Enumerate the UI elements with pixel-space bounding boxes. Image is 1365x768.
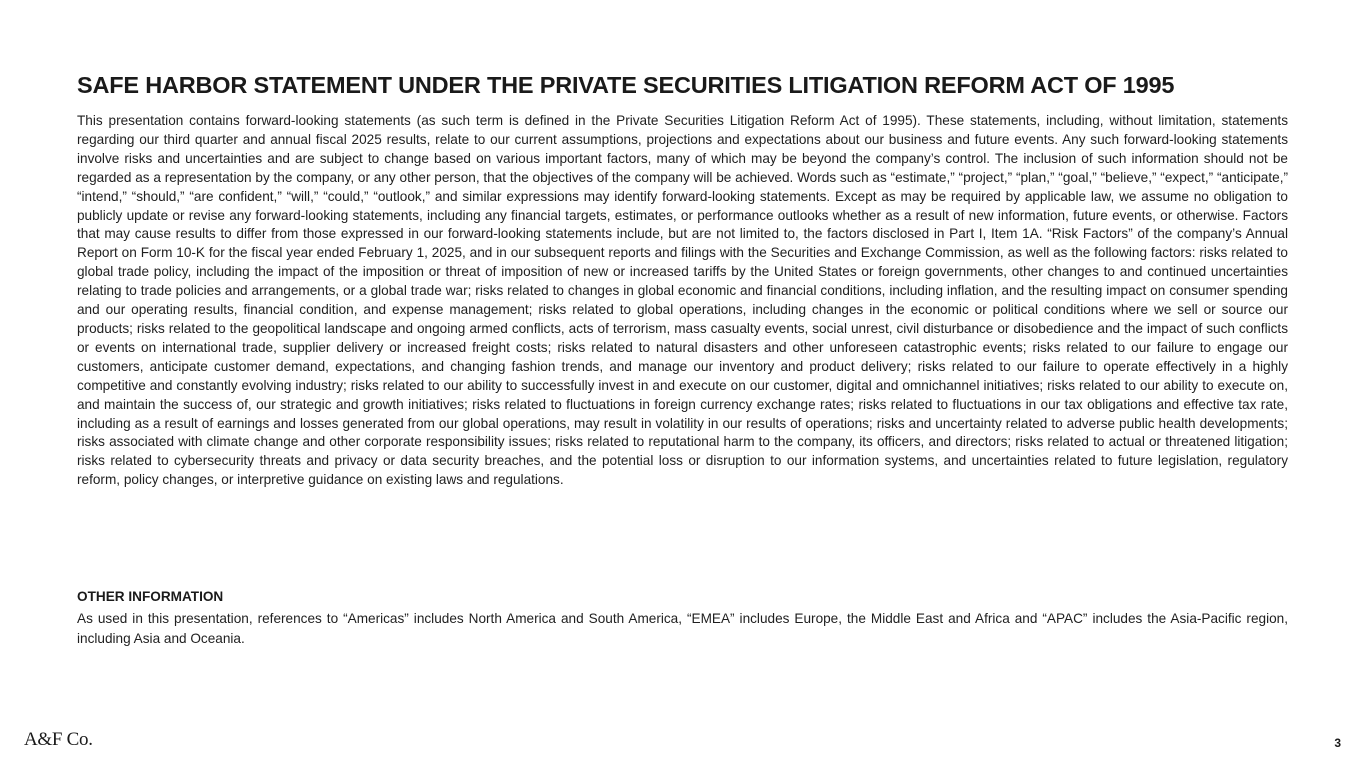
other-information-heading: OTHER INFORMATION (77, 589, 224, 604)
slide-title: SAFE HARBOR STATEMENT UNDER THE PRIVATE SECURITIES LITIGATION REFORM ACT OF 1995 (77, 72, 1175, 98)
company-logo: A&F Co. (24, 729, 93, 750)
page-number: 3 (1334, 736, 1341, 750)
other-information-paragraph: As used in this presentation, references to “Americas” includes North America and South America, “EMEA” includes Europe, the Middle East and Africa and “APAC” includes the Asia-Pacific region, including Asia and Oceania. (77, 611, 1288, 646)
safe-harbor-paragraph: This presentation contains forward-looking statements (as such term is defined in the Private Securities Litigation Reform Act of 1995). These statements, including, without limitation, statements regarding our third quarter and annual fiscal 2025 results, relate to our current assumptions, projections and expectations about our business and future events. Any such forward-looking statements involve risks and uncertainties and are subject to change based on various important factors, many of which may be beyond the company’s control. The inclusion of such information should not be regarded as a representation by the company, or any other person, that the objectives of the company will be achieved. Words such as “estimate,” “project,” “plan,” “goal,” “believe,” “expect,” “anticipate,” “intend,” “should,” “are confident,” “will,” “could,” “outlook,” and similar expressions may identify forward-looking statements. Except as may be required by applicable law, we assume no obligation to publicly update or revise any forward-looking statements, including any financial targets, estimates, or performance outlooks whether as a result of new information, future events, or otherwise. Factors that may cause results to differ from those expressed in our forward-looking statements include, but are not limited to, the factors disclosed in Part I, Item 1A. “Risk Factors” of the company’s Annual Report on Form 10-K for the fiscal year ended February 1, 2025, and in our subsequent reports and filings with the Securities and Exchange Commission, as well as the following factors: risks related to global trade policy, including the impact of the imposition or threat of imposition of new or increased tariffs by the United States or foreign governments, other changes to and continued uncertainties relating to trade policies and arrangements, or a global trade war; risks related to changes in global economic and financial conditions, including inflation, and the resulting impact on consumer spending and our operating results, financial condition, and expense management; risks related to global operations, including changes in the economic or political conditions where we sell or source our products; risks related to the geopolitical landscape and ongoing armed conflicts, acts of terrorism, mass casualty events, social unrest, civil disturbance or disobedience and the impact of such conflicts or events on international trade, supplier delivery or increased freight costs; risks related to natural disasters and other unforeseen catastrophic events; risks related to our failure to engage our customers, anticipate customer demand, expectations, and changing fashion trends, and manage our inventory and product delivery; risks related to our failure to operate effectively in a highly competitive and constantly evolving industry; risks related to our ability to successfully invest in and execute on our customer, digital and omnichannel initiatives; risks related to our ability to execute on, and maintain the success of, our strategic and growth initiatives; risks related to fluctuations in foreign currency exchange rates; risks related to fluctuations in our tax obligations and effective tax rate, including as a result of earnings and losses generated from our global operations, may result in volatility in our results of operations; risks and uncertainty related to adverse public health developments; risks associated with climate change and other corporate responsibility issues; risks related to reputational harm to the company, its officers, and directors; risks related to actual or threatened litigation; risks related to cybersecurity threats and privacy or data security breaches, and the potential loss or disruption to our information systems, and uncertainties related to future legislation, regulatory reform, policy changes, or interpretive guidance on existing laws and regulations. (77, 113, 1288, 488)
